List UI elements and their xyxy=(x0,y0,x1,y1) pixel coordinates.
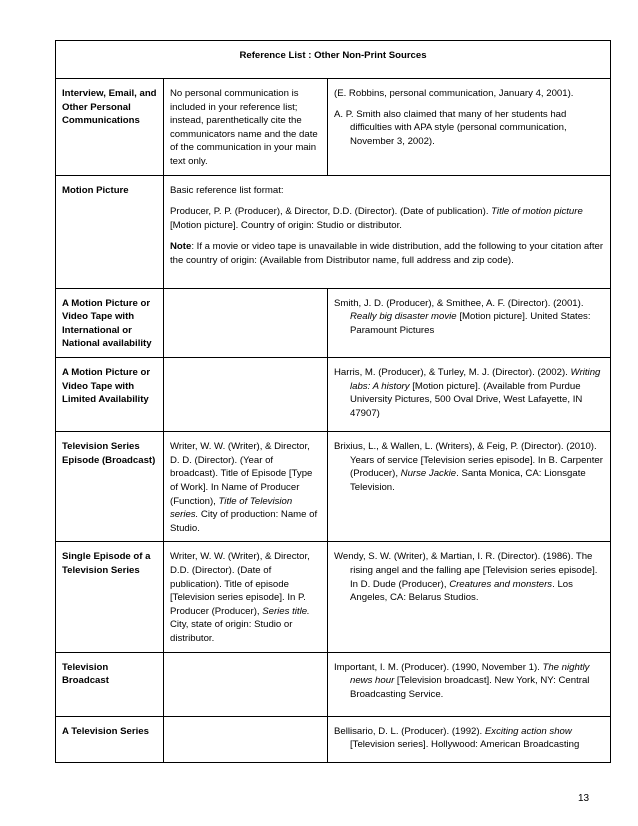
example-entry: A. P. Smith also claimed that many of her students had difficulties with APA style (personal communication, November 3, 2002). xyxy=(334,108,567,147)
page-number: 13 xyxy=(578,793,590,804)
example-entry: Important, I. M. (Producer). (1990, November 1). The nightly news hour [Television broadcast]. New York, NY: Central Broadcasting Service. xyxy=(334,661,590,700)
row-format xyxy=(164,175,611,288)
table-row xyxy=(56,288,611,357)
table-row xyxy=(56,175,611,288)
row-format: Writer, W. W. (Writer), & Director, D. D. (Director). (Year of broadcast). Title of Episode [Type of Work]. In Name of Producer (Function), Title of Television series. City of production: Name of Studio. xyxy=(164,432,328,542)
row-format xyxy=(164,716,328,762)
table-row xyxy=(56,716,611,762)
row-format xyxy=(164,652,328,716)
table-title-row xyxy=(56,41,611,79)
table-row xyxy=(56,652,611,716)
table-row xyxy=(56,358,611,432)
row-format xyxy=(164,358,328,432)
row-examples xyxy=(328,652,611,716)
row-format: No personal communication is included in your reference list; instead, parenthetically cite the communicators name and the date of the communication in your main text only. xyxy=(164,79,328,176)
row-category: Television Broadcast xyxy=(56,652,164,716)
row-category: A Motion Picture or Video Tape with Limited Availability xyxy=(56,358,164,432)
table-row xyxy=(56,79,611,176)
format-note: Note: If a movie or video tape is unavailable in wide distribution, add the following to your citation after the country of origin: (Available from Distributor name, full address and zip code). xyxy=(170,241,604,267)
table-title: Reference List : Other Non-Print Sources xyxy=(56,41,611,79)
example-entry: Bellisario, D. L. (Producer). (1992). Exciting action show [Television series]. Hollywood: American Broadcasting xyxy=(334,725,580,751)
reference-table xyxy=(55,40,611,763)
row-examples xyxy=(328,288,611,357)
table-row xyxy=(56,432,611,542)
table-row xyxy=(56,542,611,652)
example-entry: (E. Robbins, personal communication, January 4, 2001). xyxy=(334,88,574,99)
row-category: Single Episode of a Television Series xyxy=(56,542,164,652)
row-category: Television Series Episode (Broadcast) xyxy=(56,432,164,542)
example-entry: Wendy, S. W. (Writer), & Martian, I. R. (Director). (1986). The rising angel and the falling ape [Television series episode]. In D. Dude (Producer), Creatures and monsters. Los Angeles, CA: Belarus Studios. xyxy=(334,551,598,604)
row-examples xyxy=(328,542,611,652)
row-category: A Television Series xyxy=(56,716,164,762)
row-category: Motion Picture xyxy=(56,175,164,288)
row-category: Interview, Email, and Other Personal Communications xyxy=(56,79,164,176)
row-examples xyxy=(328,79,611,176)
row-category: A Motion Picture or Video Tape with International or National availability xyxy=(56,288,164,357)
row-examples xyxy=(328,432,611,542)
row-examples xyxy=(328,358,611,432)
example-entry: Brixius, L., & Wallen, L. (Writers), & Feig, P. (Director). (2010). Years of service [Television series episode]. In B. Carpenter (Producer), Nurse Jackie. Santa Monica, CA: Lionsgate Television. xyxy=(334,441,603,493)
example-entry: Smith, J. D. (Producer), & Smithee, A. F. (Director). (2001). Really big disaster movie [Motion picture]. United States: Paramount Pictures xyxy=(334,297,591,336)
format-template: Producer, P. P. (Producer), & Director, D.D. (Director). (Date of publication). Title of motion picture [Motion picture]. Country of origin: Studio or distributor. xyxy=(170,206,583,231)
example-entry: Harris, M. (Producer), & Turley, M. J. (Director). (2002). Writing labs: A history [Motion picture]. (Available from Purdue University Pictures, 500 Oval Drive, West Lafayette, IN 47907) xyxy=(334,367,601,419)
row-format xyxy=(164,288,328,357)
row-examples xyxy=(328,716,611,762)
format-lead: Basic reference list format: xyxy=(170,184,284,196)
row-format: Writer, W. W. (Writer), & Director, D.D. (Director). (Date of publication). Title of episode [Television series episode]. In P. Producer (Producer), Series title. City, state of origin: Studio or distributor. xyxy=(164,542,328,652)
